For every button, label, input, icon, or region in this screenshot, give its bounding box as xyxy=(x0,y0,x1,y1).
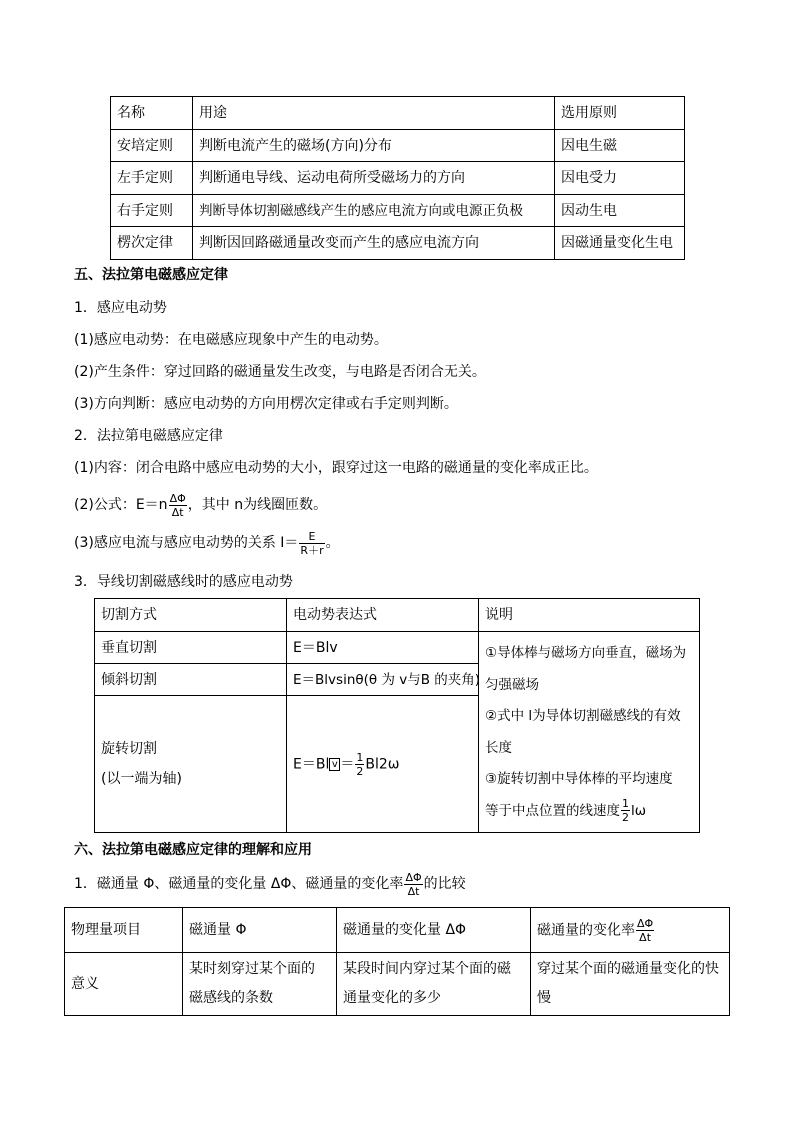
fraction-numerator: 1 xyxy=(622,797,629,810)
fraction xyxy=(169,492,187,519)
notes-cell xyxy=(479,632,700,833)
table-row xyxy=(95,632,700,664)
note-line: ③旋转切割中导体棒的平均速度 xyxy=(485,771,673,787)
fraction-denominator: Δt xyxy=(639,930,652,944)
heading-text: 1．磁通量 Φ、磁通量的变化量 ΔΦ、磁通量的变化率 xyxy=(74,876,404,892)
fraction-denominator: R＋r xyxy=(300,543,324,557)
table-header-cell: 选用原则 xyxy=(555,97,685,130)
table-cell: 因动生电 xyxy=(555,195,685,227)
table-header-cell: 切割方式 xyxy=(95,599,287,632)
paragraph: (1)感应电动势：在电磁感应现象中产生的电动势。 xyxy=(74,332,388,348)
formula-line xyxy=(74,490,327,520)
fraction xyxy=(355,751,364,778)
note-line: 匀强磁场 xyxy=(485,676,539,693)
table-cell: 意义 xyxy=(65,953,183,1016)
cell-line: 通量变化的多少 xyxy=(343,990,441,1006)
fraction-denominator: Δt xyxy=(407,884,420,898)
note-line xyxy=(485,796,693,828)
paragraph: (1)内容：闭合电路中感应电动势的大小，跟穿过这一电路的磁通量的变化率成正比。 xyxy=(74,460,598,476)
formula-text: 。 xyxy=(325,535,340,551)
table-header-cell: 电动势表达式 xyxy=(287,599,479,632)
note-line: 长度 xyxy=(485,739,512,756)
table-cell: 楞次定律 xyxy=(111,227,193,260)
section-title: 五、法拉第电磁感应定律 xyxy=(74,267,228,283)
subsection-heading: 2．法拉第电磁感应定律 xyxy=(74,428,223,444)
table-cell: 判断因回路磁通量改变而产生的感应电流方向 xyxy=(193,227,555,260)
table-row xyxy=(111,162,685,195)
rules-table xyxy=(110,96,685,260)
cell-line: 磁感线的条数 xyxy=(189,990,273,1006)
note-text: 等于中点位置的线速度 xyxy=(485,802,620,819)
fraction-denominator: Δt xyxy=(171,505,184,519)
table-cell: 判断导体切割磁感线产生的感应电流方向或电源正负极 xyxy=(193,195,555,227)
table-cell xyxy=(531,953,730,1016)
table-cell: 倾斜切割 xyxy=(95,664,287,696)
table-cell: 右手定则 xyxy=(111,195,193,227)
cutting-table xyxy=(94,598,700,833)
formula-line xyxy=(74,528,340,558)
cell-line: 旋转切割 xyxy=(101,741,157,757)
table-row xyxy=(111,130,685,162)
cell-line: (以一端为轴) xyxy=(101,771,182,787)
cell-line: 某段时间内穿过某个面的磁 xyxy=(343,961,511,977)
fraction-numerator: ΔΦ xyxy=(637,916,654,930)
note-text: lω xyxy=(631,802,647,819)
formula-text: E＝Bl xyxy=(293,756,330,772)
comparison-table xyxy=(64,907,730,1016)
table-header-cell: 说明 xyxy=(479,599,700,632)
table-cell: 因磁通量变化生电 xyxy=(555,227,685,260)
formula-text: Bl2ω xyxy=(365,756,400,772)
fraction-numerator: 1 xyxy=(356,750,364,764)
fraction-numerator: E xyxy=(299,530,324,544)
note-line: ①导体棒与磁场方向垂直，磁场为 xyxy=(485,645,687,661)
table-cell: 因电受力 xyxy=(555,162,685,195)
table-cell: 垂直切割 xyxy=(95,632,287,664)
heading-text: 的比较 xyxy=(423,876,466,892)
table-header-cell: 磁通量的变化量 ΔΦ xyxy=(337,908,531,953)
boxed-symbol: v xyxy=(329,758,340,771)
paragraph: (3)方向判断：感应电动势的方向用楞次定律或右手定则判断。 xyxy=(74,396,458,412)
cell-line: 某时刻穿过某个面的 xyxy=(189,961,315,977)
fraction xyxy=(636,917,654,944)
table-cell xyxy=(337,953,531,1016)
subsection-heading: 1．感应电动势 xyxy=(74,300,167,316)
table-header-row xyxy=(111,97,685,130)
table-cell: 安培定则 xyxy=(111,130,193,162)
formula-text: (2)公式：E＝n xyxy=(74,497,168,513)
cell-line: 慢 xyxy=(537,990,551,1006)
table-cell xyxy=(287,696,479,833)
fraction xyxy=(621,797,630,824)
table-cell: E＝Blv xyxy=(287,632,479,664)
fraction-denominator: 2 xyxy=(356,764,364,778)
header-text: 磁通量的变化率 xyxy=(537,922,635,938)
formula-text: ＝ xyxy=(340,756,355,772)
table-header-cell: 用途 xyxy=(193,97,555,130)
table-cell xyxy=(95,696,287,833)
paragraph: (2)产生条件：穿过回路的磁通量发生改变，与电路是否闭合无关。 xyxy=(74,364,486,380)
table-header-cell: 名称 xyxy=(111,97,193,130)
formula-text: ，其中 n为线圈匝数。 xyxy=(187,497,328,513)
table-cell: 判断电流产生的磁场(方向)分布 xyxy=(193,130,555,162)
table-cell: 因电生磁 xyxy=(555,130,685,162)
table-header-cell xyxy=(531,908,730,953)
cell-line: 穿过某个面的磁通量变化的快 xyxy=(537,961,719,977)
table-header-row xyxy=(65,908,730,953)
fraction-numerator: ΔΦ xyxy=(169,491,186,505)
fraction xyxy=(404,871,422,898)
table-header-cell: 物理量项目 xyxy=(65,908,183,953)
table-cell xyxy=(183,953,337,1016)
section-title: 六、法拉第电磁感应定律的理解和应用 xyxy=(74,842,312,858)
table-header-row xyxy=(95,599,700,632)
table-header-cell: 磁通量 Φ xyxy=(183,908,337,953)
fraction xyxy=(299,530,324,557)
subsection-heading xyxy=(74,869,466,899)
table-cell: E＝Blvsinθ(θ 为 v与B 的夹角) xyxy=(287,664,479,696)
fraction-denominator: 2 xyxy=(622,811,629,824)
table-cell: 判断通电导线、运动电荷所受磁场力的方向 xyxy=(193,162,555,195)
fraction-numerator: ΔΦ xyxy=(405,870,422,884)
subsection-heading: 3．导线切割磁感线时的感应电动势 xyxy=(74,574,293,590)
formula-text: (3)感应电流与感应电动势的关系 I＝ xyxy=(74,535,299,551)
table-cell: 左手定则 xyxy=(111,162,193,195)
table-row xyxy=(65,953,730,1016)
table-row xyxy=(111,195,685,227)
table-row xyxy=(111,227,685,260)
note-line: ②式中 l为导体切割磁感线的有效 xyxy=(485,708,681,724)
